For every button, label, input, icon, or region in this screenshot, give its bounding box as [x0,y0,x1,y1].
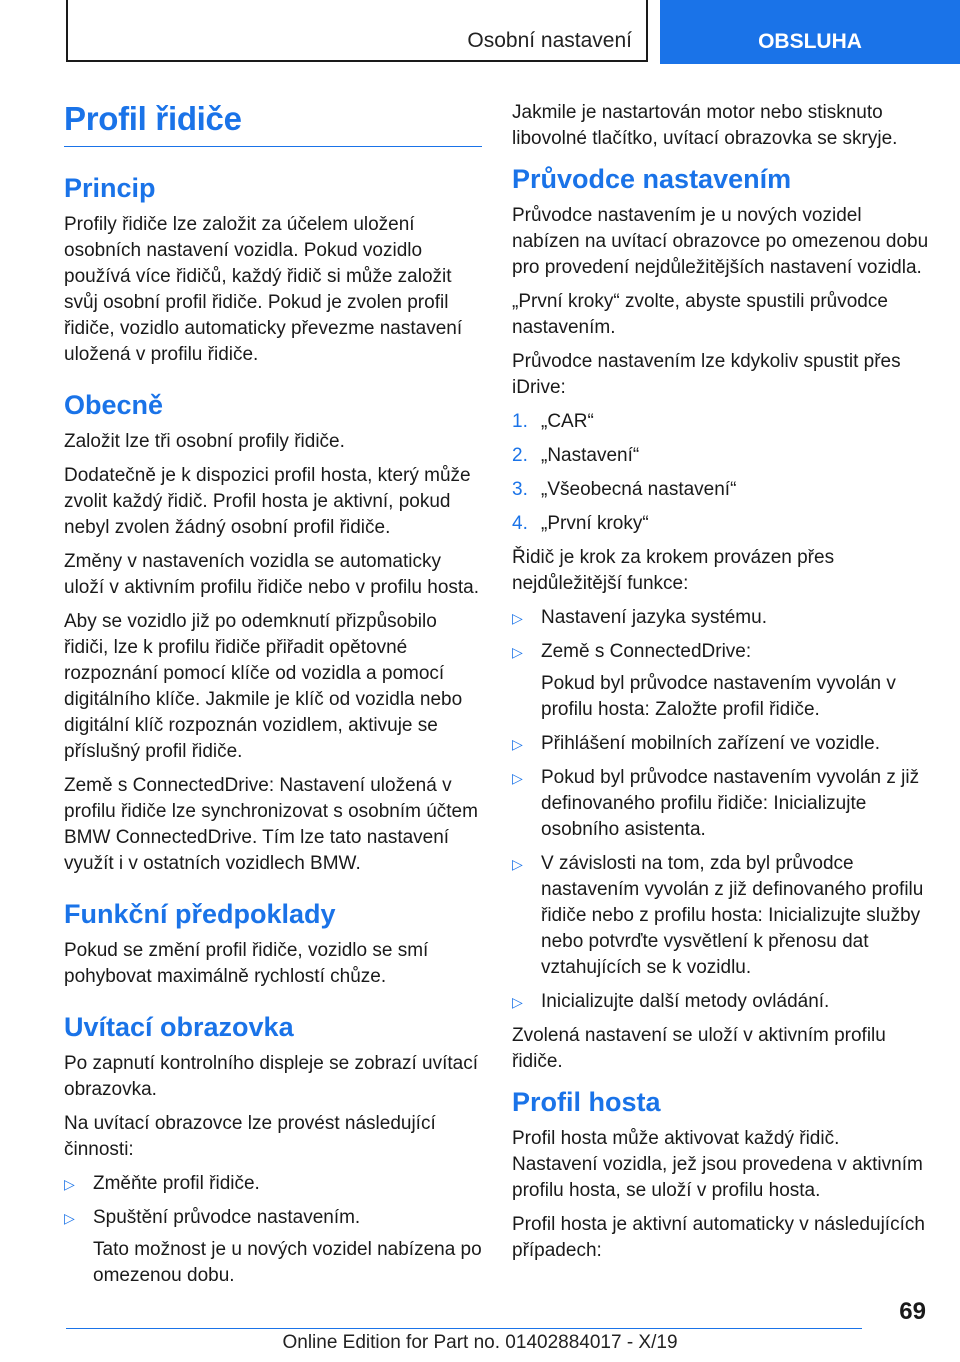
triangle-bullet-icon: ▷ [512,610,523,626]
paragraph: Zvolená nastavení se uloží v aktivním profilu řidiče. [512,1025,886,1072]
paragraph: Dodatečně je k dispozici profil hosta, který může zvolit každý řidič. Profil hosta je aktivní, pokud nebyl zvolen žádný osobní profil řidiče. [64,465,471,538]
list-item-text: Země s ConnectedDrive: [541,641,752,662]
chapter-title: Osobní nastavení [467,29,632,52]
step-text: „CAR“ [541,411,594,432]
triangle-bullet-icon: ▷ [512,856,523,872]
list-item-text: Přihlášení mobilních zařízení ve vozidle. [541,733,880,754]
section-title: OBSLUHA [758,30,862,53]
list-item-text: Spuštění průvodce nastavením. [93,1207,361,1228]
bullet-list [64,1171,482,1289]
heading-obecne: Obecně [64,390,164,420]
list-item-text: V závislosti na tom, zda byl průvodce nastavením vyvolán z již definovaného profilu řidiče nebo z profilu hosta: Inicializujte služby nebo potvrďte vysvětlení k přenosu dat vztahujících se k vozidlu. [541,853,924,978]
heading-princip: Princip [64,173,156,203]
list-item [512,639,930,723]
paragraph: „První kroky“ zvolte, abyste spustili průvodce nastavením. [512,291,888,338]
paragraph: Průvodce nastavením lze kdykoliv spustit přes iDrive: [512,351,901,398]
step-number: 2. [512,445,528,466]
paragraph: Aby se vozidlo již po odemknutí přizpůsobilo řidiči, lze k profilu řidiče přiřadit opětovné rozpoznání pomocí klíče od vozidla a pomocí digitálního klíče. Jakmile je klíč od vozidla nebo digitální klíč rozpoznán vozidlem, aktivuje se příslušný profil řidiče. [64,611,463,762]
list-item-text: Nastavení jazyka systému. [541,607,767,628]
step-text: „První kroky“ [541,513,649,534]
triangle-bullet-icon: ▷ [512,644,523,660]
step-list [512,409,930,537]
paragraph: Řidič je krok za krokem provázen přes nejdůležitější funkce: [512,547,835,594]
paragraph: Pokud se změní profil řidiče, vozidlo se smí pohybovat maximálně rychlostí chůze. [64,940,429,987]
paragraph: Jakmile je nastartován motor nebo stisknuto libovolné tlačítko, uvítací obrazovka se skryje. [512,102,898,149]
triangle-bullet-icon: ▷ [512,994,523,1010]
list-item-text: Změňte profil řidiče. [93,1173,260,1194]
triangle-bullet-icon: ▷ [512,736,523,752]
list-item [512,765,930,843]
paragraph: Po zapnutí kontrolního displeje se zobrazí uvítací obrazovka. [64,1053,479,1100]
page-number: 69 [899,1298,926,1325]
list-item-subtext: Pokud byl průvodce nastavením vyvolán v profilu hosta: Založte profil řidiče. [541,673,896,720]
bullet-list [512,605,930,1015]
paragraph: Průvodce nastavením je u nových vozidel nabízen na uvítací obrazovce po omezenou dobu pro provedení nejdůležitějších nastavení vozidla. [512,205,929,278]
paragraph: Změny v nastaveních vozidla se automaticky uloží v aktivním profilu řidiče nebo v profilu hosta. [64,551,480,598]
triangle-bullet-icon: ▷ [64,1210,75,1226]
footer-divider [66,1328,862,1329]
step-text: „Nastavení“ [541,445,640,466]
triangle-bullet-icon: ▷ [64,1176,75,1192]
page-title: Profil řidiče [64,100,482,147]
step-item [512,409,930,435]
footer-edition: Online Edition for Part no. 01402884017 - X/19 [282,1332,678,1353]
step-number: 1. [512,411,528,432]
chapter-tab [66,0,648,62]
list-item-text: Inicializujte další metody ovládání. [541,991,830,1012]
paragraph: Na uvítací obrazovce lze provést následující činnosti: [64,1113,436,1160]
step-item [512,477,930,503]
list-item [512,989,930,1015]
right-column [512,100,930,1272]
paragraph: Země s ConnectedDrive: Nastavení uložená v profilu řidiče lze synchronizovat s osobním účtem BMW ConnectedDrive. Tím lze tato nastavení využít i v ostatních vozidlech BMW. [64,775,478,874]
step-item [512,443,930,469]
list-item [512,851,930,981]
list-item-subtext: Tato možnost je u nových vozidel nabízena po omezenou dobu. [93,1239,482,1286]
paragraph: Profil hosta může aktivovat každý řidič. Nastavení vozidla, jež jsou provedena v aktivním profilu hosta, se uloží v profilu hosta. [512,1128,923,1201]
heading-profil-hosta: Profil hosta [512,1087,661,1117]
list-item [512,731,930,757]
paragraph: Profil hosta je aktivní automaticky v následujících případech: [512,1214,925,1261]
step-number: 4. [512,513,528,534]
step-text: „Všeobecná nastavení“ [541,479,737,500]
list-item-text: Pokud byl průvodce nastavením vyvolán z již definovaného profilu řidiče: Inicializujte osobního asistenta. [541,767,920,840]
triangle-bullet-icon: ▷ [512,770,523,786]
left-column [64,100,482,1297]
list-item [512,605,930,631]
section-tab [660,0,960,64]
heading-pruvodce-nastavenim: Průvodce nastavením [512,164,792,194]
step-item [512,511,930,537]
paragraph: Profily řidiče lze založit za účelem uložení osobních nastavení vozidla. Pokud vozidlo používá více řidičů, každý řidič si může založit svůj osobní profil řidiče. Pokud je zvolen profil řidiče, vozidlo automaticky převezme nastavení uložená v profilu řidiče. [64,214,463,365]
list-item [64,1205,482,1289]
list-item [64,1171,482,1197]
heading-uvitaci-obrazovka: Uvítací obrazovka [64,1012,294,1042]
step-number: 3. [512,479,528,500]
heading-funkcni-predpoklady: Funkční předpoklady [64,899,336,929]
paragraph: Založit lze tři osobní profily řidiče. [64,431,345,452]
